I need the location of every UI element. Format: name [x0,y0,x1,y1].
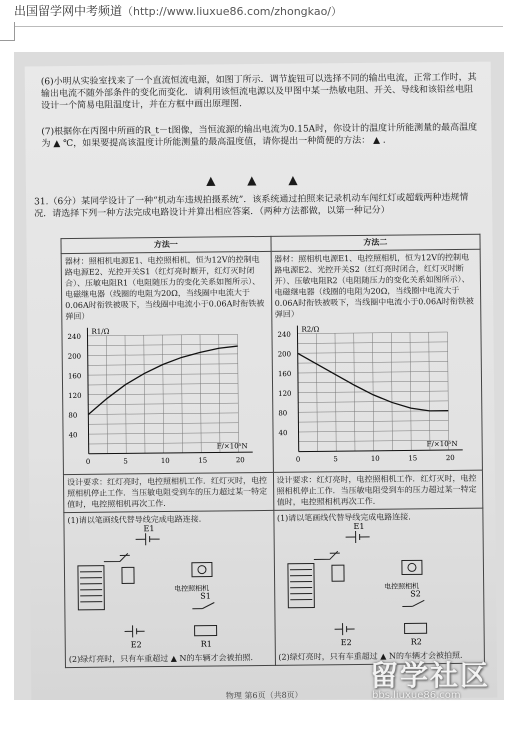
y-tick-label: 120 [277,389,292,398]
chart-r2-svg [275,318,477,470]
question-6: (6)小明从实验室找来了一个直流恒流电源，如图丁所示．调节旋钮可以选择不同的输出电流，正常工作时，其输出电流不随外部条件的变化而变化．请利用该恒流电源以及甲图中某一热敏电阻、开关、导线和该铅丝电阻设计一个简易电阻温度计，并在方框中画出原理图． [40,72,477,112]
y-tick-label: 160 [277,370,291,379]
method2-title: 方法二 [270,234,480,251]
y-tick-label: 120 [68,391,82,401]
x-tick-label: 15 [407,454,417,463]
relay-spring-2 [331,565,343,581]
x-tick-label: 5 [123,457,128,466]
question-31: 31.（6分）某同学设计了一种“机动车违规拍摄系统”．该系统通过拍照来记录机动车闯红灯或超载两种违规情况．请选择下列一种方法完成电路设计并算出相应答案．（两种方法都做，以第一种记分） [34,192,469,220]
x-axis [89,452,253,454]
method2-circuit [273,508,484,665]
label-e1-2: E1 [352,521,365,532]
site-url[interactable]: （http://www.liuxue86.com/zhongkao/） [122,5,342,18]
section-separator: ▲ ▲ ▲ [206,172,312,188]
y-tick-label: 40 [68,431,78,440]
y-tick-label: 240 [276,330,291,339]
method2-task1: (1)请以笔画线代替导线完成电路连接． [276,512,417,523]
x-tick-label: 20 [235,456,245,465]
y-tick-label: 200 [277,350,291,359]
relay-spring-1 [122,567,134,583]
method1-circuit [64,510,275,667]
header-divider [14,26,503,27]
x-tick-label: 0 [295,455,300,464]
chart-r2 [275,318,479,470]
y-axis [297,326,298,452]
question-7: (7)根据你在丙图中所画的R_t－t图像，当恒流源的输出电流为0.15A时，你设计的温度计所能测量的最高温度为 ▲ ℃，如果要提高该温度计所能测量的最高温度值，请你提出一种简便的方法： ▲ ． [41,122,478,150]
method2-design: 设计要求：红灯亮时，电控照相机工作．红灯灭时，电控照相机停止工作．当压敏电阻受到车的压力超过某一特定值时，电控照相机再次工作． [273,470,483,510]
method1-task2: (2)绿灯亮时，只有车重超过 ▲ N的车辆才会被拍照． [68,653,259,665]
camera-body-1 [192,563,212,577]
x-axis-label: F/×10⁵N [216,442,248,451]
y-axis-label: R2/Ω [300,325,319,334]
y-tick-label: 160 [67,372,82,381]
y-tick-label: 80 [277,409,287,418]
chart-r1 [65,320,269,472]
x-axis-label: F/×10⁵N [426,439,458,449]
label-r2: R2 [410,637,422,647]
label-e2-1: E2 [130,640,142,650]
page-footer: 物理 第6页（共8页） [225,690,303,700]
label-r1: R1 [200,639,212,649]
resistor-r2 [404,623,426,633]
corner-mark [0,22,15,41]
x-tick-label: 0 [85,457,91,466]
method2-circuit-diagram [277,522,481,652]
camera-label-1: 电控照相机 [174,584,210,593]
x-axis [298,450,462,452]
y-tick-label: 80 [68,411,78,420]
site-name: 出国留学网中考频道 [14,4,123,18]
label-s2: S2 [409,589,421,599]
label-e2-2: E2 [340,638,352,648]
circuit-diagram-2 [277,522,478,652]
circuit-diagram-1 [67,524,268,654]
method2-equipment [271,249,483,472]
method1-task1: (1)请以笔画线代替导线完成电路连接． [67,514,207,526]
x-tick-label: 5 [332,455,338,464]
camera-label-2: 电控照相机 [383,582,419,591]
label-s1: S1 [200,591,211,601]
camera-body-2 [401,560,421,574]
method1-design: 设计要求：红灯亮时，电控照相机工作．红灯灭时，电控照相机停止工作．当压敏电阻受到车的压力超过某一特定值时，电控照相机再次工作． [63,472,273,512]
methods-table [60,234,484,668]
label-e1: E1 [143,524,155,534]
page-header [0,0,519,22]
exam-paper [25,62,498,700]
x-tick-label: 10 [160,456,170,466]
y-tick-label: 200 [67,352,82,361]
x-tick-label: 20 [445,453,455,463]
method2-equipment-text: 器材：照相机电源E1、电控照相机，恒为12V的控制电路电源E2、光控开关S2（红灯亮时闭合，红灯灭时断开）、压敏电阻R2（电阻随压力的变化关系如图所示）、电磁继电器（线圈的电阻为20Ω，当线圈中电流大于0.06A时衔铁被吸下，当线圈中电流小于0.06A时衔铁被弹回） [274,252,474,319]
y-tick-label: 40 [277,429,287,438]
method1-equipment [61,251,273,474]
resistor-r1 [195,625,217,635]
y-axis-label: R1/Ω [91,327,110,336]
watermark-logo: 留学社区 [370,659,491,692]
method1-title: 方法一 [61,236,271,253]
y-axis [87,328,88,454]
y-tick-label: 240 [67,332,81,342]
method2-task2: (2)绿灯亮时，只有车重超过 ▲ N的车辆才会被拍照． [278,650,468,662]
x-tick-label: 15 [198,456,208,465]
watermark-url: bbs.liuxue86.com [372,690,461,701]
exam-photo [14,52,504,700]
method1-equipment-text: 器材：照相机电源E1、电控照相机，恒为12V的控制电路电源E2、光控开关S1（红灯亮时断开，红灯灭时闭合）、压敏电阻R1（电阻随压力的变化关系如图所示）、电磁继电器（线圈的电阻为20Ω，当线圈中电流大于0.06A时衔铁被吸下，当线圈中电流小于0.06A时衔铁被弹回） [64,255,265,322]
method1-circuit-diagram [67,524,271,654]
chart-r1-svg [65,320,267,472]
x-tick-label: 10 [370,454,380,463]
